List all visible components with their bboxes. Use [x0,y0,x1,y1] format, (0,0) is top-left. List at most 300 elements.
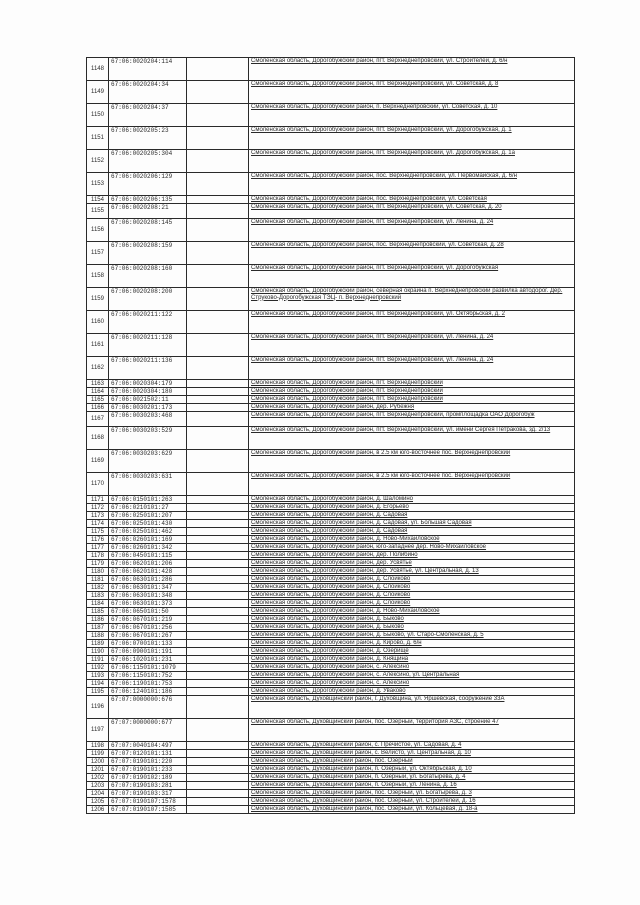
table-body [87,58,575,814]
cadastral-number: 67:07:0000000:676 [109,696,187,719]
cadastral-number: 67:06:0250101:207 [109,512,187,520]
address-text: Смоленская область, Дорогобужский район, дер. Рубежня [251,404,415,410]
address-text: Смоленская область, Дорогобужский район, пгт. Верхнеднепровский, ул. Дорогобужская [251,265,499,271]
table-row [87,608,575,616]
address-cell [249,512,575,520]
address-text: Смоленская область, Духовщинский район, пос. Озерный, территория АЗС, строение 47 [251,719,499,725]
address-text: Смоленская область, Дорогобужский район, с. Алексино [251,680,410,686]
table-row [87,412,575,427]
row-number: 1206 [87,806,109,814]
table-row [87,496,575,504]
address-cell [249,404,575,412]
address-text: Смоленская область, Дорогобужский район, пгт. Верхнеднепровский, ул. Дорогобужская, д. 1а [251,150,515,156]
address-text: Смоленская область, Дорогобужский район, пгт. Верхнеднепровский, ул. Строителей, д. 6/н [251,58,508,64]
empty-cell [187,552,249,560]
address-cell [249,568,575,576]
cadastral-number: 67:06:0020304:180 [109,388,187,396]
table-row [87,616,575,624]
table-row [87,450,575,473]
cadastral-number: 67:06:0020211:136 [109,357,187,380]
address-cell [249,520,575,528]
address-text: Смоленская область, Дорогобужский район, д. Садовая [251,528,408,534]
address-text: Смоленская область, Духовщинский район, с. Пречистое, ул. Садовая, д. 4 [251,742,462,748]
row-number: 1183 [87,592,109,600]
empty-cell [187,600,249,608]
address-text: Смоленская область, Дорогобужский район, д. Уваково [251,688,406,694]
address-text: Смоленская область, Дорогобужский район, д. Ново-Михайловское [251,608,440,614]
address-cell [249,204,575,219]
empty-cell [187,412,249,427]
cadastral-number: 67:06:0620101:428 [109,568,187,576]
table-row [87,750,575,758]
empty-cell [187,288,249,311]
empty-cell [187,311,249,334]
row-number: 1204 [87,790,109,798]
cadastral-number: 67:06:0020204:34 [109,81,187,104]
cadastral-number: 67:06:0030203:631 [109,473,187,496]
cadastral-number: 67:06:0260101:342 [109,544,187,552]
table-row [87,774,575,782]
address-text: Смоленская область, Дорогобужский район, д. Слойково [251,592,411,598]
address-text: Смоленская область, Дорогобужский район, пгт. Верхнеднепровский, ул. имени Сергея Петракова, зд. 2/13 [251,427,551,433]
table-row [87,632,575,640]
empty-cell [187,388,249,396]
cadastral-number: 67:06:0020208:21 [109,204,187,219]
cadastral-number: 67:06:0020208:145 [109,219,187,242]
row-number: 1174 [87,520,109,528]
empty-cell [187,672,249,680]
row-number: 1150 [87,104,109,127]
address-text: Смоленская область, Духовщинский район, п. Озерный, ул. Октябрьская, д. 10 [251,766,472,772]
table-row [87,688,575,696]
cadastral-number: 67:06:0700101:133 [109,640,187,648]
table-row [87,680,575,688]
empty-cell [187,568,249,576]
table-row [87,536,575,544]
address-text: Смоленская область, Дорогобужский район, д. Слойково [251,584,411,590]
row-number: 1149 [87,81,109,104]
empty-cell [187,696,249,719]
table-row [87,520,575,528]
address-text: Смоленская область, Дорогобужский район, д. Озерище [251,648,409,654]
cadastral-number: 67:06:0250101:462 [109,528,187,536]
row-number: 1148 [87,58,109,81]
empty-cell [187,576,249,584]
row-number: 1151 [87,127,109,150]
empty-cell [187,782,249,790]
empty-cell [187,204,249,219]
cadastral-number: 67:07:0190101:233 [109,766,187,774]
address-cell [249,536,575,544]
row-number: 1177 [87,544,109,552]
row-number: 1171 [87,496,109,504]
cadastral-number: 67:07:0190107:1585 [109,806,187,814]
address-text: Смоленская область, Дорогобужский район, пгт. Верхнеднепровский, ул. Ленина, д. 24 [251,219,494,225]
empty-cell [187,496,249,504]
empty-cell [187,624,249,632]
row-number: 1180 [87,568,109,576]
row-number: 1199 [87,750,109,758]
address-cell [249,219,575,242]
table-row [87,648,575,656]
address-cell [249,656,575,664]
empty-cell [187,798,249,806]
address-text: Смоленская область, Дорогобужский район, пгт. Верхнеднепровский [251,396,443,402]
address-text: Смоленская область, Дорогобужский район, пгт. Верхнеднепровский, ул. Дорогобужская, д. 1 [251,127,512,133]
address-text: Смоленская область, Дорогобужский район, пос. Верхнеднепровский, ул. Советская, д. 28 [251,242,504,248]
empty-cell [187,380,249,388]
empty-cell [187,396,249,404]
table-row [87,560,575,568]
address-text: Смоленская область, Дорогобужский район, д. Ново-Михайловское [251,536,440,542]
cadastral-number: 67:07:0190101:220 [109,758,187,766]
table-row [87,242,575,265]
row-number: 1202 [87,774,109,782]
row-number: 1178 [87,552,109,560]
address-cell [249,600,575,608]
table-row [87,782,575,790]
address-text: Смоленская область, Дорогобужский район, д. Слойково [251,576,411,582]
row-number: 1160 [87,311,109,334]
cadastral-number: 67:07:0190107:1578 [109,798,187,806]
address-cell [249,544,575,552]
address-text: Смоленская область, Дорогобужский район, д. Егорьево [251,504,409,510]
cadastral-number: 67:07:0000000:677 [109,719,187,742]
row-number: 1169 [87,450,109,473]
address-cell [249,774,575,782]
cadastral-number: 67:06:0020304:179 [109,380,187,388]
row-number: 1159 [87,288,109,311]
row-number: 1184 [87,600,109,608]
address-cell [249,624,575,632]
address-text: Смоленская область, Дорогобужский район, в 2.5 км юго-восточнее пос. Верхнеднепровский [251,473,511,479]
empty-cell [187,104,249,127]
empty-cell [187,242,249,265]
empty-cell [187,544,249,552]
empty-cell [187,608,249,616]
address-cell [249,640,575,648]
table-row [87,512,575,520]
empty-cell [187,150,249,173]
address-cell [249,616,575,624]
address-cell [249,592,575,600]
address-text: Смоленская область, Духовщинский район, г. Духовщина, ул. Яршевская, сооружение 33А [251,696,505,702]
address-text: Смоленская область, Дорогобужский район, пгт. Верхнеднепровский, ул. Советская, д. 20 [251,204,502,210]
table-row [87,357,575,380]
empty-cell [187,528,249,536]
table-row [87,196,575,204]
empty-cell [187,173,249,196]
empty-cell [187,790,249,798]
cadastral-number: 67:06:0450101:115 [109,552,187,560]
cadastral-number: 67:07:0040104:497 [109,742,187,750]
address-cell [249,242,575,265]
address-cell [249,173,575,196]
address-cell [249,380,575,388]
empty-cell [187,742,249,750]
address-text: Смоленская область, Дорогобужский район, пгт. Верхнеднепровский, ул. Ленина, д. 24 [251,334,494,340]
cadastral-number: 67:06:0020208:200 [109,288,187,311]
cadastral-number: 67:07:0190102:189 [109,774,187,782]
cadastral-number: 67:06:0260101:169 [109,536,187,544]
address-text: Смоленская область, Духовщинский район, п. Озерный, ул. Ленина, д. 16 [251,782,457,788]
address-text: Смоленская область, Дорогобужский район, пгт. Верхнеднепровский, ул. Ленина, д. 24 [251,357,494,363]
empty-cell [187,334,249,357]
cadastral-number: 67:06:0630101:347 [109,584,187,592]
table-row [87,656,575,664]
table-row [87,758,575,766]
cadastral-number: 67:06:1190101:753 [109,680,187,688]
row-number: 1175 [87,528,109,536]
cadastral-number: 67:06:0020206:129 [109,173,187,196]
cadastral-number: 67:06:0630101:348 [109,592,187,600]
cadastral-number: 67:06:0900101:191 [109,648,187,656]
address-cell [249,357,575,380]
address-cell [249,150,575,173]
row-number: 1191 [87,656,109,664]
address-text: Смоленская область, Духовщинский район, пос. Озерный [251,758,413,764]
row-number: 1158 [87,265,109,288]
table-row [87,798,575,806]
address-text: Смоленская область, Дорогобужский район, д. Быково [251,616,404,622]
cadastral-number: 67:06:0210101:27 [109,504,187,512]
row-number: 1181 [87,576,109,584]
empty-cell [187,404,249,412]
row-number: 1195 [87,688,109,696]
empty-cell [187,719,249,742]
cadastral-number: 67:06:0670101:219 [109,616,187,624]
address-cell [249,782,575,790]
table-row [87,584,575,592]
address-cell [249,742,575,750]
table-row [87,742,575,750]
empty-cell [187,81,249,104]
row-number: 1161 [87,334,109,357]
table-row [87,127,575,150]
empty-cell [187,265,249,288]
row-number: 1172 [87,504,109,512]
address-cell [249,608,575,616]
address-cell [249,81,575,104]
row-number: 1157 [87,242,109,265]
cadastral-number: 67:06:0021502:11 [109,396,187,404]
address-text: Смоленская область, Дорогобужский район, пос. Верхнеднепровский, ул. Советская [251,196,487,202]
empty-cell [187,196,249,204]
empty-cell [187,774,249,782]
address-cell [249,552,575,560]
address-text: Смоленская область, Дорогобужский район, д. Быково, ул. Старо-Смоленская, д. 5 [251,632,484,638]
address-cell [249,265,575,288]
empty-cell [187,758,249,766]
row-number: 1155 [87,204,109,219]
address-text: Смоленская область, Дорогобужский район, пгт. Верхнеднепровский [251,388,443,394]
row-number: 1162 [87,357,109,380]
empty-cell [187,504,249,512]
row-number: 1192 [87,664,109,672]
row-number: 1153 [87,173,109,196]
table-row [87,334,575,357]
cadastral-number: 67:06:1150101:1079 [109,664,187,672]
cadastral-number: 67:06:1020101:231 [109,656,187,664]
address-cell [249,766,575,774]
table-row [87,806,575,814]
empty-cell [187,648,249,656]
table-row [87,576,575,584]
cadastral-number: 67:06:0020204:37 [109,104,187,127]
table-row [87,504,575,512]
row-number: 1154 [87,196,109,204]
address-text: Смоленская область, Дорогобужский район, северная окраина п. Верхнеднепровский развилка автодорог. Дер. Струково-Дорогобужская ТЭЦ- п. Верхнеднепровский [251,288,563,301]
row-number: 1205 [87,798,109,806]
cadastral-number: 67:06:0630101:373 [109,600,187,608]
address-cell [249,750,575,758]
address-cell [249,412,575,427]
table-row [87,568,575,576]
row-number: 1168 [87,427,109,450]
table-row [87,640,575,648]
empty-cell [187,127,249,150]
table-row [87,173,575,196]
address-text: Смоленская область, Дорогобужский район, пгт. Верхнеднепровский, промплощадка ОАО Дорогобуж [251,412,535,418]
address-cell [249,450,575,473]
cadastral-number: 67:07:0190103:317 [109,790,187,798]
row-number: 1166 [87,404,109,412]
address-text: Смоленская область, Дорогобужский район, д. Слойково [251,600,411,606]
row-number: 1190 [87,648,109,656]
address-text: Смоленская область, Дорогобужский район, с. Алексино, ул. Центральная [251,672,460,678]
address-cell [249,58,575,81]
address-cell [249,798,575,806]
row-number: 1187 [87,624,109,632]
table-row [87,624,575,632]
address-text: Смоленская область, Дорогобужский район, пос. Верхнеднепровский, ул. Первомайская, д. 6/н [251,173,517,179]
table-row [87,219,575,242]
address-cell [249,104,575,127]
row-number: 1194 [87,680,109,688]
row-number: 1203 [87,782,109,790]
address-text: Смоленская область, Дорогобужский район, пгт. Верхнеднепровский, ул. Октябрьская, д. 2 [251,311,505,317]
address-text: Смоленская область, Дорогобужский район, д. Садовая, ул. Большая Садовая [251,520,472,526]
table-row [87,672,575,680]
empty-cell [187,536,249,544]
empty-cell [187,616,249,624]
table-row [87,311,575,334]
row-number: 1197 [87,719,109,742]
address-cell [249,496,575,504]
cadastral-number: 67:06:0030201:173 [109,404,187,412]
table-row [87,427,575,450]
empty-cell [187,473,249,496]
empty-cell [187,427,249,450]
address-text: Смоленская область, Дорогобужский район, д. Быково [251,624,404,630]
cadastral-number: 67:06:0030203:468 [109,412,187,427]
empty-cell [187,357,249,380]
empty-cell [187,766,249,774]
empty-cell [187,806,249,814]
empty-cell [187,520,249,528]
address-cell [249,680,575,688]
table-row [87,544,575,552]
empty-cell [187,584,249,592]
table-row [87,150,575,173]
cadastral-number: 67:06:0020211:128 [109,334,187,357]
address-cell [249,648,575,656]
table-row [87,719,575,742]
empty-cell [187,512,249,520]
cadastral-number: 67:06:0020205:304 [109,150,187,173]
empty-cell [187,219,249,242]
cadastral-number: 67:06:0620101:206 [109,560,187,568]
table-row [87,396,575,404]
empty-cell [187,592,249,600]
cadastral-number: 67:06:0630101:286 [109,576,187,584]
cadastral-number: 67:06:0650101:50 [109,608,187,616]
row-number: 1164 [87,388,109,396]
address-text: Смоленская область, Духовщинский район, с. Велисто, ул. Центральная, д. 10 [251,750,471,756]
empty-cell [187,656,249,664]
address-text: Смоленская область, Дорогобужский район, дер. Полибино [251,552,418,558]
row-number: 1185 [87,608,109,616]
address-cell [249,806,575,814]
cadastral-register-table [86,57,575,814]
row-number: 1186 [87,616,109,624]
address-text: Смоленская область, Духовщинский район, пос. Озерный, ул. Богатырева, д. 3 [251,790,472,796]
empty-cell [187,58,249,81]
table-row [87,380,575,388]
row-number: 1173 [87,512,109,520]
cadastral-number: 67:06:0150101:263 [109,496,187,504]
table-row [87,664,575,672]
address-cell [249,696,575,719]
empty-cell [187,688,249,696]
row-number: 1156 [87,219,109,242]
row-number: 1196 [87,696,109,719]
table-row [87,552,575,560]
address-cell [249,334,575,357]
address-cell [249,528,575,536]
row-number: 1200 [87,758,109,766]
row-number: 1198 [87,742,109,750]
row-number: 1152 [87,150,109,173]
cadastral-number: 67:07:0120101:131 [109,750,187,758]
address-cell [249,504,575,512]
address-text: Смоленская область, Дорогобужский район, д. Шаломино [251,496,414,502]
cadastral-number: 67:06:0020206:135 [109,196,187,204]
cadastral-number: 67:06:0020204:114 [109,58,187,81]
row-number: 1179 [87,560,109,568]
table-row [87,600,575,608]
row-number: 1189 [87,640,109,648]
address-cell [249,790,575,798]
cadastral-number: 67:06:0250101:430 [109,520,187,528]
row-number: 1176 [87,536,109,544]
address-text: Смоленская область, Дорогобужский район, в 2.5 км юго-восточнее пос. Верхнеднепровский [251,450,511,456]
address-text: Смоленская область, Дорогобужский район, юго-западнее дер. Ново-Михайловское [251,544,487,550]
address-text: Смоленская область, Духовщинский район, п. Озерный, ул. Богатырева, д. 4 [251,774,466,780]
address-text: Смоленская область, Духовщинский район, пос. Озерный, ул. Строителей, д. 16 [251,798,476,804]
row-number: 1188 [87,632,109,640]
empty-cell [187,632,249,640]
row-number: 1163 [87,380,109,388]
address-cell [249,719,575,742]
address-cell [249,396,575,404]
address-cell [249,473,575,496]
address-cell [249,288,575,311]
empty-cell [187,560,249,568]
cadastral-number: 67:06:0020205:23 [109,127,187,150]
table-row [87,288,575,311]
table-row [87,766,575,774]
